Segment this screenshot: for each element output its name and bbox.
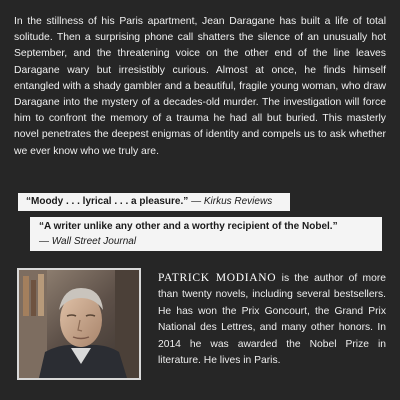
book-synopsis: In the stillness of his Paris apartment, Jean Daragane has built a life of total solitude. Then a surprising phone call shatters the silence of an unusually hot September, and the threatening voice on the other end of the line leaves Daragane wary but irresistibly curious. Almost at once, he finds himself entangled with a shady gambler and a beautiful, fragile young woman, who draw Daragane into the mystery of a decades-old murder. The investigation will force him to confront the memory of a trauma he had all but buried. This masterly novel penetrates the deepest enigmas of identity and compels us to ask whether we ever know who we truly are.	[14, 16, 386, 157]
review-quote-wsj	[30, 217, 382, 251]
author-name: PATRICK MODIANO	[158, 272, 277, 284]
author-photo	[17, 268, 141, 380]
quote-source: — Kirkus Reviews	[191, 196, 273, 207]
quote-text: “Moody . . . lyrical . . . a pleasure.”	[26, 196, 189, 207]
author-bio	[158, 270, 386, 369]
review-quote-kirkus	[18, 193, 290, 211]
quote-text: “A writer unlike any other and a worthy recipient of the Nobel.”	[39, 221, 338, 232]
quote-source: — Wall Street Journal	[39, 236, 137, 247]
author-portrait-image	[19, 270, 139, 378]
author-bio-text: is the author of more than twenty novels, including several bestsellers. He has won the Prix Goncourt, the Grand Prix National des Lettres, and many other honors. In 2014 he was awarded the Nobel Prize in literature. He lives in Paris.	[158, 273, 386, 367]
